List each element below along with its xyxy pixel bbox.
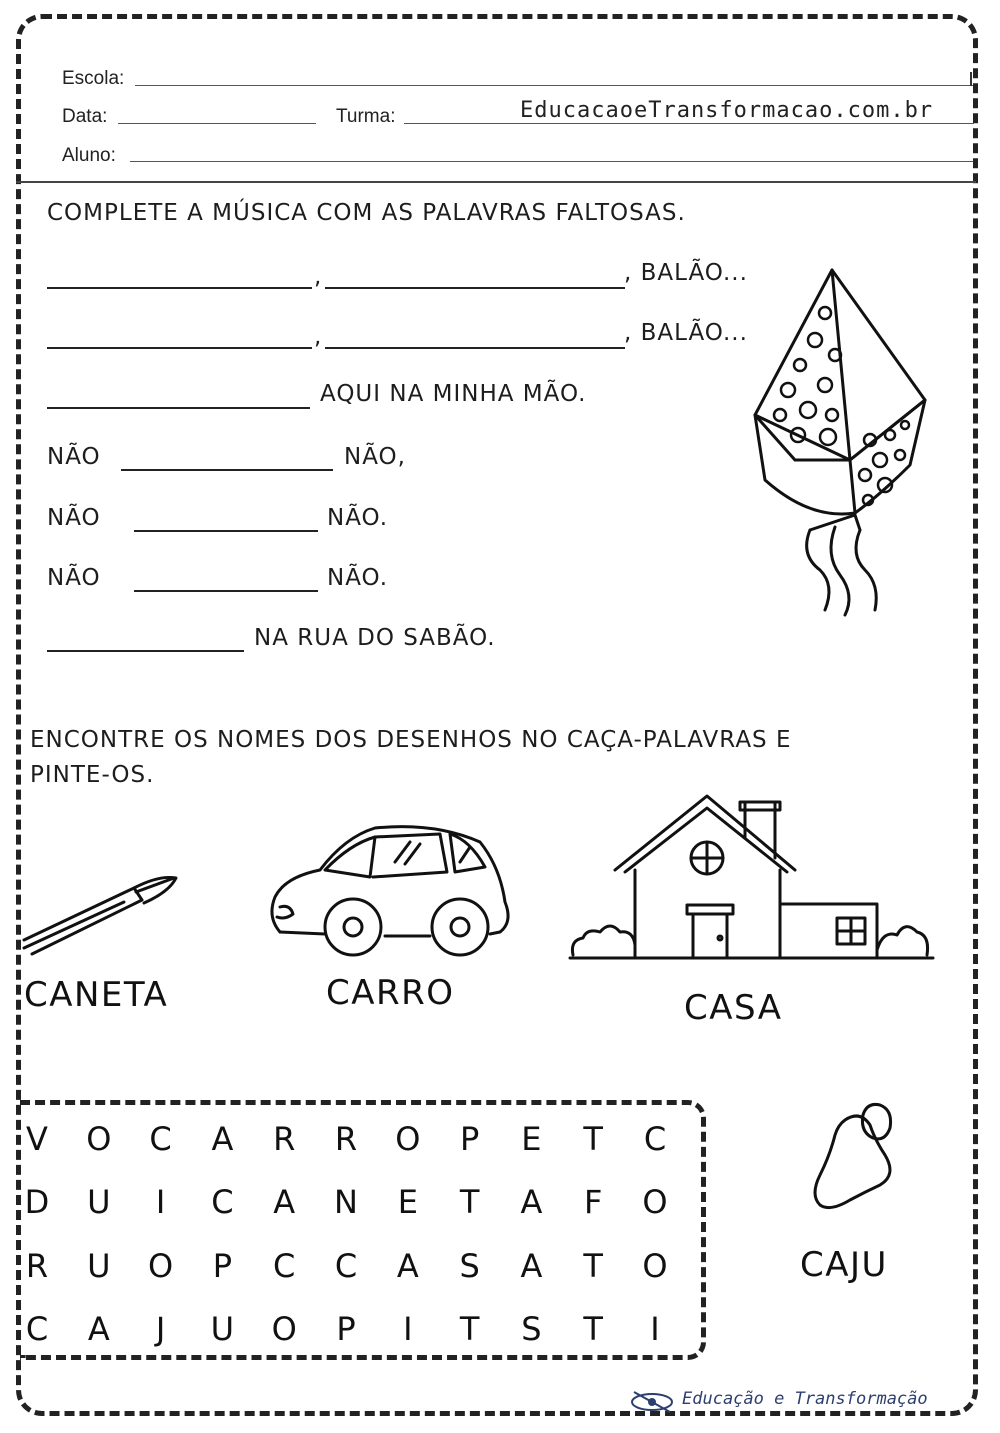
grid-cell[interactable]: P	[212, 1247, 233, 1285]
date-field[interactable]	[118, 123, 316, 124]
grid-cell[interactable]: R	[25, 1247, 49, 1285]
brand-text: Educação e Transformação	[682, 1389, 928, 1409]
school-field[interactable]	[135, 85, 973, 86]
house-label: CASA	[684, 988, 783, 1028]
grid-cell[interactable]: S	[521, 1310, 542, 1348]
grid-cell[interactable]: T	[583, 1247, 603, 1285]
grid-cell[interactable]: C	[273, 1247, 296, 1285]
school-label: Escola:	[62, 68, 125, 89]
line2-text: , BALÃO...	[624, 320, 748, 346]
student-field[interactable]	[130, 161, 973, 162]
grid-cell[interactable]: T	[459, 1183, 480, 1221]
exercise2-instruction-1: ENCONTRE OS NOMES DOS DESENHOS NO CAÇA-PALAVRAS E	[30, 727, 792, 753]
blank-5[interactable]	[134, 530, 318, 532]
blank-7[interactable]	[47, 650, 244, 652]
pen-label: CANETA	[24, 975, 169, 1015]
grid-cell[interactable]: E	[521, 1120, 542, 1158]
house-drawing	[565, 790, 935, 965]
grid-cell[interactable]: A	[396, 1247, 419, 1285]
grid-cell[interactable]: I	[403, 1310, 413, 1348]
grid-cell[interactable]: U	[87, 1247, 111, 1285]
cashew-label: CAJU	[800, 1245, 888, 1285]
grid-cell[interactable]: C	[334, 1247, 358, 1285]
grid-cell[interactable]: T	[459, 1310, 480, 1348]
grid-cell[interactable]: S	[459, 1247, 480, 1285]
grid-cell[interactable]: P	[459, 1120, 480, 1158]
grid-cell[interactable]: U	[87, 1183, 111, 1221]
pen-drawing	[24, 870, 184, 970]
comma-1: ,	[314, 264, 323, 290]
comma-2: ,	[314, 324, 323, 350]
blank-6[interactable]	[134, 590, 318, 592]
header-separator	[16, 181, 976, 183]
student-label: Aluno:	[62, 145, 116, 166]
header-tick	[970, 72, 972, 86]
grid-cell[interactable]: I	[155, 1183, 166, 1221]
class-label: Turma:	[336, 106, 396, 127]
grid-cell[interactable]: O	[271, 1310, 297, 1348]
grid-cell[interactable]: C	[211, 1183, 234, 1221]
line5-end: NÃO.	[327, 505, 389, 531]
grid-cell[interactable]: U	[210, 1310, 235, 1348]
grid-cell[interactable]: A	[520, 1247, 543, 1285]
grid-cell[interactable]: A	[87, 1310, 110, 1348]
grid-cell[interactable]: C	[25, 1310, 49, 1348]
exercise1-instruction: COMPLETE A MÚSICA COM AS PALAVRAS FALTOSAS.	[47, 200, 686, 226]
line6-end: NÃO.	[327, 565, 389, 591]
grid-cell[interactable]: C	[149, 1120, 172, 1158]
website-text: EducacaoeTransformacao.com.br	[520, 98, 934, 123]
line1-text: , BALÃO...	[624, 260, 748, 286]
grid-cell[interactable]: D	[24, 1183, 50, 1221]
blank-1b[interactable]	[325, 287, 625, 289]
grid-cell[interactable]: T	[583, 1310, 603, 1348]
grid-cell[interactable]: F	[583, 1183, 603, 1221]
grid-cell[interactable]: O	[642, 1247, 668, 1285]
line6-start: NÃO	[47, 565, 101, 591]
grid-cell[interactable]: O	[395, 1120, 421, 1158]
car-drawing	[265, 822, 515, 962]
grid-cell[interactable]: I	[650, 1310, 660, 1348]
blank-2a[interactable]	[47, 347, 312, 349]
line3-text: AQUI NA MINHA MÃO.	[320, 381, 587, 407]
exercise2-instruction-2: PINTE-OS.	[30, 762, 155, 788]
balloon-drawing	[740, 265, 940, 625]
grid-cell[interactable]: R	[273, 1120, 296, 1158]
date-label: Data:	[62, 106, 108, 127]
blank-3[interactable]	[47, 407, 310, 409]
grid-cell[interactable]: A	[273, 1183, 296, 1221]
grid-cell[interactable]: A	[211, 1120, 234, 1158]
grid-cell[interactable]: V	[26, 1120, 48, 1158]
line4-start: NÃO	[47, 444, 101, 470]
class-field[interactable]	[404, 123, 974, 124]
line7-text: NA RUA DO SABÃO.	[254, 625, 496, 651]
grid-cell[interactable]: A	[520, 1183, 543, 1221]
car-label: CARRO	[326, 973, 455, 1013]
brand-logo-icon	[628, 1386, 676, 1416]
grid-cell[interactable]: C	[643, 1120, 667, 1158]
cashew-drawing	[805, 1100, 905, 1230]
blank-4[interactable]	[121, 469, 333, 471]
grid-cell[interactable]: R	[334, 1120, 358, 1158]
grid-cell[interactable]: O	[148, 1247, 174, 1285]
blank-1a[interactable]	[47, 287, 312, 289]
grid-cell[interactable]: N	[334, 1183, 358, 1221]
blank-2b[interactable]	[325, 347, 625, 349]
grid-cell[interactable]: O	[642, 1183, 668, 1221]
grid-cell[interactable]: P	[336, 1310, 356, 1348]
grid-cell[interactable]: E	[397, 1183, 418, 1221]
line4-end: NÃO,	[344, 444, 406, 470]
line5-start: NÃO	[47, 505, 101, 531]
grid-cell[interactable]: O	[86, 1120, 112, 1158]
grid-cell[interactable]: T	[583, 1120, 603, 1158]
grid-cell[interactable]: J	[155, 1310, 166, 1348]
